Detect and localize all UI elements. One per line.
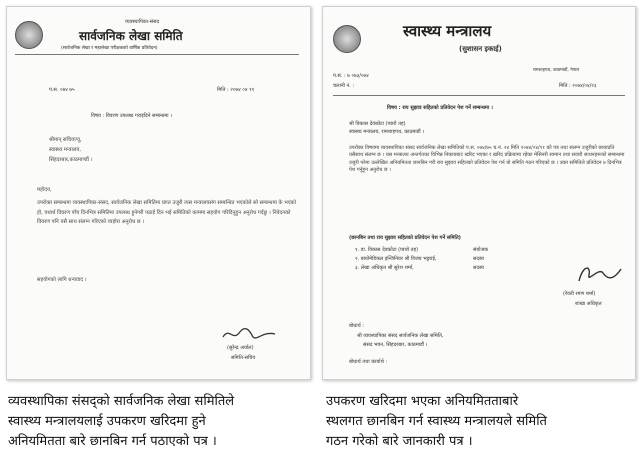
letter1-closing: सहयोगको लागि धन्यवाद । <box>37 277 87 283</box>
caption-left <box>8 392 234 452</box>
cc-line-2: संसद भवन, सिंहदरबार, काठमाडौं । <box>363 342 428 348</box>
letter1-signer-title: समिति-सचिव <box>231 355 256 361</box>
letter2-chalani: चलानी नं. : <box>333 83 355 89</box>
letter1-org: व्यवस्थापिका-संसद <box>125 19 160 25</box>
cc-label-2: बोधार्थ तथा कार्यार्थ : <box>349 359 388 365</box>
cc-label: बोधार्थ : <box>349 323 364 329</box>
caption-right-line: गठन गरेको बारे जानकारी पत्र । <box>326 434 473 449</box>
nepal-emblem-icon <box>15 21 43 49</box>
caption-right-line: उपकरण खरिदमा भएका अनियमितताबारे <box>326 394 519 409</box>
letter2-recipient-2: स्वास्थ्य मन्त्रालय, रामशाहपथ, काठमाडौं । <box>349 129 425 135</box>
cc-line-1: श्री व्यवस्थापिका संसद सार्वजनिक लेखा समिति, <box>357 333 444 339</box>
nepal-emblem-icon <box>333 25 361 53</box>
header-rule <box>333 95 625 96</box>
letter2-signer-title: शाखा अधिकृत <box>575 301 602 307</box>
letter2-body: उपरोक्त विषयमा व्यवस्थापिका संसद सार्वजनिक लेखा समितिको प.स. ०७४/७५ च.नं. २४ मिति २०७४/०४/११ को पत्र तथा संलग्न उजुरीको छायाप्रति यसैसाथ संलग्न छ । यस मन्त्रालय अन्तर्गतका विभिन्न निकायबाट खरिद भएका र खरिद प्रक्रियामा रहेका मेसिनरी सामान तथा सवारी साधनहरूको सम्बन्धमा उजुरी परेमा उल्लेखित अनियमितता छानबिन गरी राय सुझाव सहितको प्रतिवेदन पेश गर्न यो समिति गठन गरिएको छ । उक्त समितिले प्रतिवेदन ७ दिनभित्र पेश गर्नुहुन अनुरोध छ । <box>349 145 625 173</box>
letter1-recipient-1: श्रीमान् सचिवज्यू, <box>49 137 82 143</box>
letter1-recipient-2: स्वास्थ्य मन्त्रालय, <box>49 147 81 153</box>
letter1-subject: विषय : विवरण उपलब्ध गराइदिने सम्बन्धमा । <box>91 113 173 119</box>
letter1-ref: प.स. ०७४ ७५ <box>49 87 75 93</box>
letter2-signer-name: (रेवती रमण शर्मा) <box>563 291 596 297</box>
member-2-name: २. बायोमेडिकल इन्जिनियर श्री विजय भट्टराई, <box>355 256 437 262</box>
letter2-title: स्वास्थ्य मन्त्रालय <box>403 22 492 40</box>
letter1-body: उपरोक्त सम्बन्धमा व्यवस्थापिका-संसद, सार्वजनिक लेखा समितिमा प्राप्त उजुरी त्यस मन्त्रालयसंग सम्बन्धित भएकोले सो सम्बन्धमा के भएको हो, यथार्थ विवरण पाँच दिनभित्र समितिमा उपलब्ध हुनेगरी पठाई दिन भई समितिको काममा सहयोग गरिदिनुहुन अनुरोध गर्दछु । निवेदनको विवरण पनि यसै साथ संलग्न गरिएको व्यहोरा अनुरोध छ । <box>37 200 297 225</box>
member-2-role: सदस्य <box>473 256 484 262</box>
member-3-name: ३. लेखा अधिकृत श्री सुरेश शर्मा, <box>355 265 414 271</box>
letter2-place: रामशाहपथ, काठमाडौं, नेपाल <box>533 68 580 73</box>
letter1-signer-name: (सुरेन्द्र अर्याल) <box>227 345 254 351</box>
signature-icon <box>573 261 625 287</box>
letter2-recipient-1: श्री विकास देवकोटा (प्यारो तह) <box>349 121 406 127</box>
signature-icon <box>219 325 279 343</box>
letter2-date: मिति : २०७४/०४/२३ <box>559 83 597 89</box>
caption-left-line: अनियमितता बारे छानबिन गर्न पठाएको पत्र । <box>8 434 217 449</box>
letter1-title: सार्वजनिक लेखा समिति <box>79 29 183 43</box>
letter2-committee-heading: (छानबिन तथा राय सुझाव सहितको प्रतिवेदन पेश गर्ने समिति) <box>349 235 461 241</box>
letter2-subtitle: (सुशासन इकाई) <box>459 45 502 53</box>
letter1-recipient-3: सिंहदरबार,काठमाण्डौं । <box>49 157 93 163</box>
header-rule <box>15 54 299 55</box>
member-1-name: १. डा. विकास देवकोटा (प्यारो तह) <box>355 247 419 253</box>
letter2-ref: प.सं. : ७ ०७३/०७४ <box>333 73 369 79</box>
member-1-role: संयोजक <box>473 247 489 253</box>
letter1-subtitle: (सार्वजनिक लेखा र महालेखा परीक्षकको वार्षिक प्रतिवेदन) <box>61 46 158 51</box>
caption-left-line: व्यवस्थापिका संसद्को सार्वजनिक लेखा समितिले <box>8 394 235 409</box>
member-3-role: सदस्य <box>473 265 484 271</box>
letter2-subject: विषय : राय सुझाव सहितको प्रतिवेदन पेश गर्ने सम्बन्धमा । <box>387 105 493 111</box>
ministry-letter <box>322 6 636 380</box>
committee-letter <box>6 6 311 380</box>
caption-right-line: स्थलगत छानबिन गर्न स्वास्थ्य मन्त्रालयले समिति <box>326 414 547 429</box>
caption-left-line: स्वास्थ्य मन्त्रालयलाई उपकरण खरिदमा हुने <box>8 414 206 429</box>
letter1-salutation: महोदय, <box>37 187 52 193</box>
letter1-date: मिति : २०७४ ०४ ११ <box>217 87 255 93</box>
caption-right <box>326 392 547 452</box>
